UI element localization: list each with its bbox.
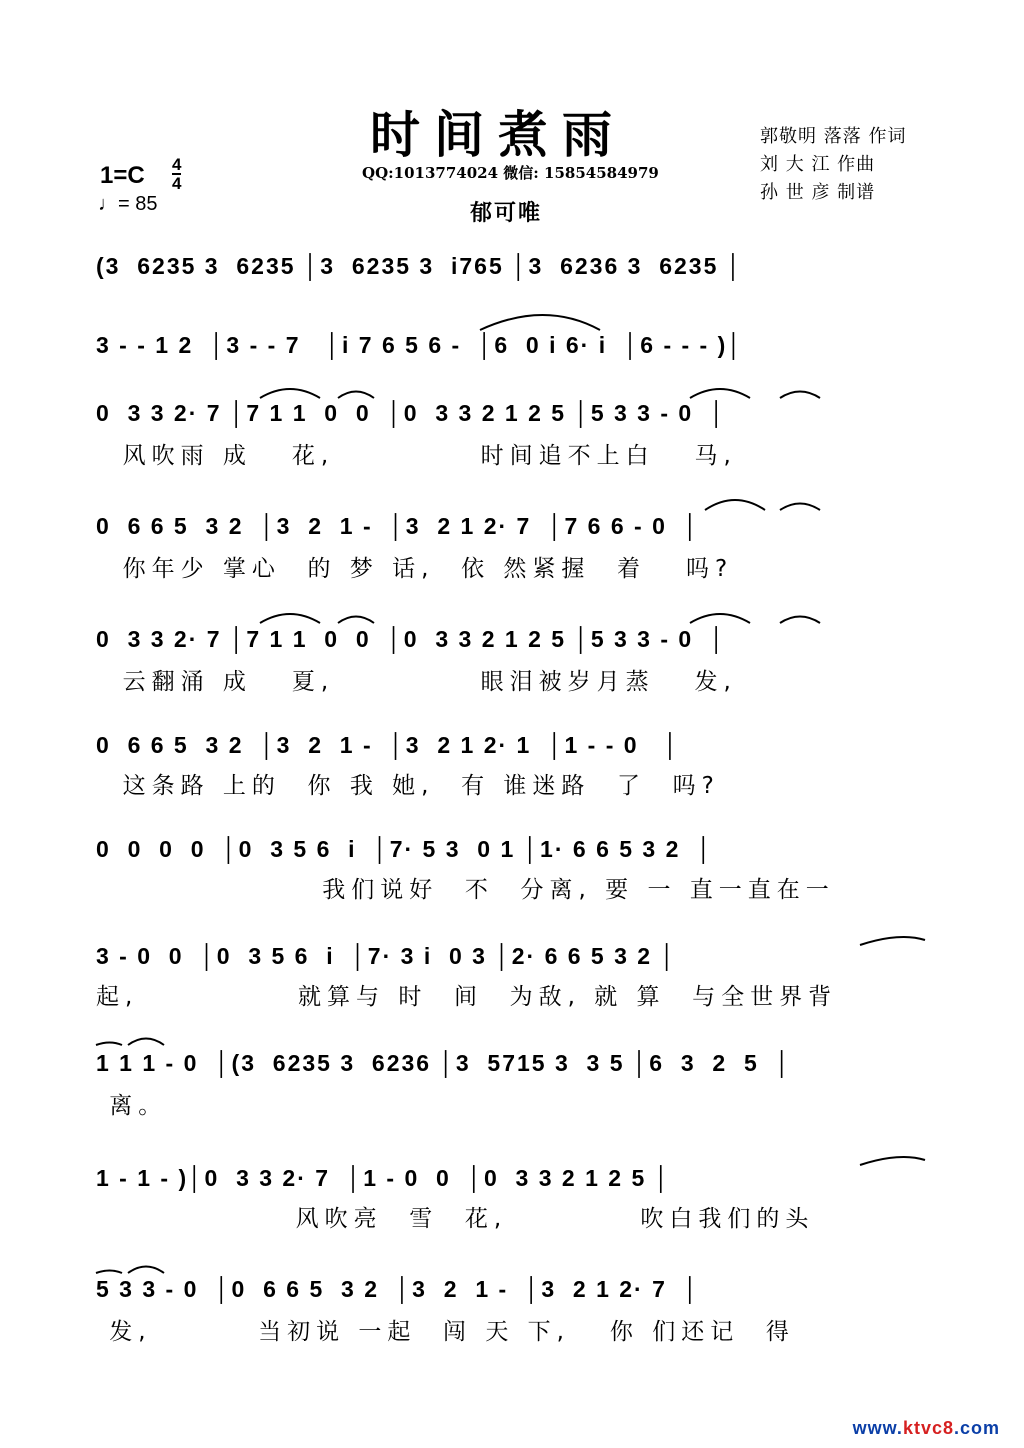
lyrics-line: 风吹亮 雪 花, 吹白我们的头 — [96, 1206, 815, 1232]
tempo-marking: ♩= 85 — [98, 193, 158, 215]
lyrics-line: 发, 当初说 一起 闯 天 下, 你 们还记 得 — [96, 1319, 795, 1345]
composer-credit: 刘 大 江 作曲 — [760, 154, 876, 175]
notes-line: 5 3 3 - 0 │0 6 6 5 3 2 │3 2 1 - │3 2 1 2· 7 │ — [96, 1276, 701, 1302]
lyrics-line: 云翻涌 成 夏, 眼泪被岁月蒸 发, — [96, 669, 737, 695]
notes-line: 0 6 6 5 3 2 │3 2 1 - │3 2 1 2· 7 │7 6 6 - 0 │ — [96, 513, 701, 539]
singer-name: 郁可唯 — [470, 201, 543, 226]
arranger-credit: 孙 世 彦 制谱 — [760, 182, 876, 203]
time-signature-top: 4 — [172, 155, 182, 174]
watermark-part-b: ktvc8 — [902, 1418, 954, 1438]
notes-line: (3 6235 3 6235 │3 6235 3 i765 │3 6236 3 6235 │ — [96, 253, 744, 279]
lyrics-line: 这条路 上的 你 我 她, 有 谁迷路 了 吗? — [96, 773, 720, 799]
notes-line: 1 1 1 - 0 │(3 6235 3 6236 │3 5715 3 3 5 │6 3 2 5 │ — [96, 1050, 792, 1076]
notes-line: 3 - 0 0 │0 3 5 6 i │7· 3 i 0 3 │2· 6 6 5 3 2 │ — [96, 943, 677, 969]
key-signature: 1=C — [100, 162, 145, 189]
notes-line: 0 0 0 0 │0 3 5 6 i │7· 5 3 0 1 │1· 6 6 5 3 2 │ — [96, 836, 714, 862]
lyrics-line: 你年少 掌心 的 梦 话, 依 然紧握 着 吗? — [96, 556, 734, 582]
watermark-part-a: www. — [852, 1418, 903, 1438]
contact-info: QQ:1013774024 微信: 15854584979 — [362, 164, 659, 182]
watermark-url — [853, 1418, 1000, 1439]
watermark-part-c: .com — [953, 1418, 1000, 1438]
time-signature-bottom: 4 — [172, 174, 182, 193]
notes-line: 0 6 6 5 3 2 │3 2 1 - │3 2 1 2· 1 │1 - - 0 │ — [96, 732, 681, 758]
lyrics-line: 风吹雨 成 花, 时间追不上白 马, — [96, 443, 737, 469]
lyrics-line: 离。 — [96, 1093, 168, 1119]
lyrics-line: 我们说好 不 分离, 要 一 直一直在一 — [96, 877, 835, 903]
song-title: 时间煮雨 — [370, 105, 626, 164]
notes-line: 0 3 3 2· 7 │7 1 1 0 0 │0 3 3 2 1 2 5 │5 3 3 - 0 │ — [96, 626, 727, 652]
notes-line: 1 - 1 - )│0 3 3 2· 7 │1 - 0 0 │0 3 3 2 1 2 5 │ — [96, 1165, 672, 1191]
notes-line: 0 3 3 2· 7 │7 1 1 0 0 │0 3 3 2 1 2 5 │5 3 3 - 0 │ — [96, 400, 727, 426]
notes-line: 3 - - 1 2 │3 - - 7 │i 7 6 5 6 - │6 0 i 6· i │6 - - - )│ — [96, 332, 744, 358]
lyricist-credit: 郭敬明 落落 作词 — [760, 126, 907, 147]
lyrics-line: 起, 就算与 时 间 为敌, 就 算 与全世界背 — [96, 984, 838, 1010]
